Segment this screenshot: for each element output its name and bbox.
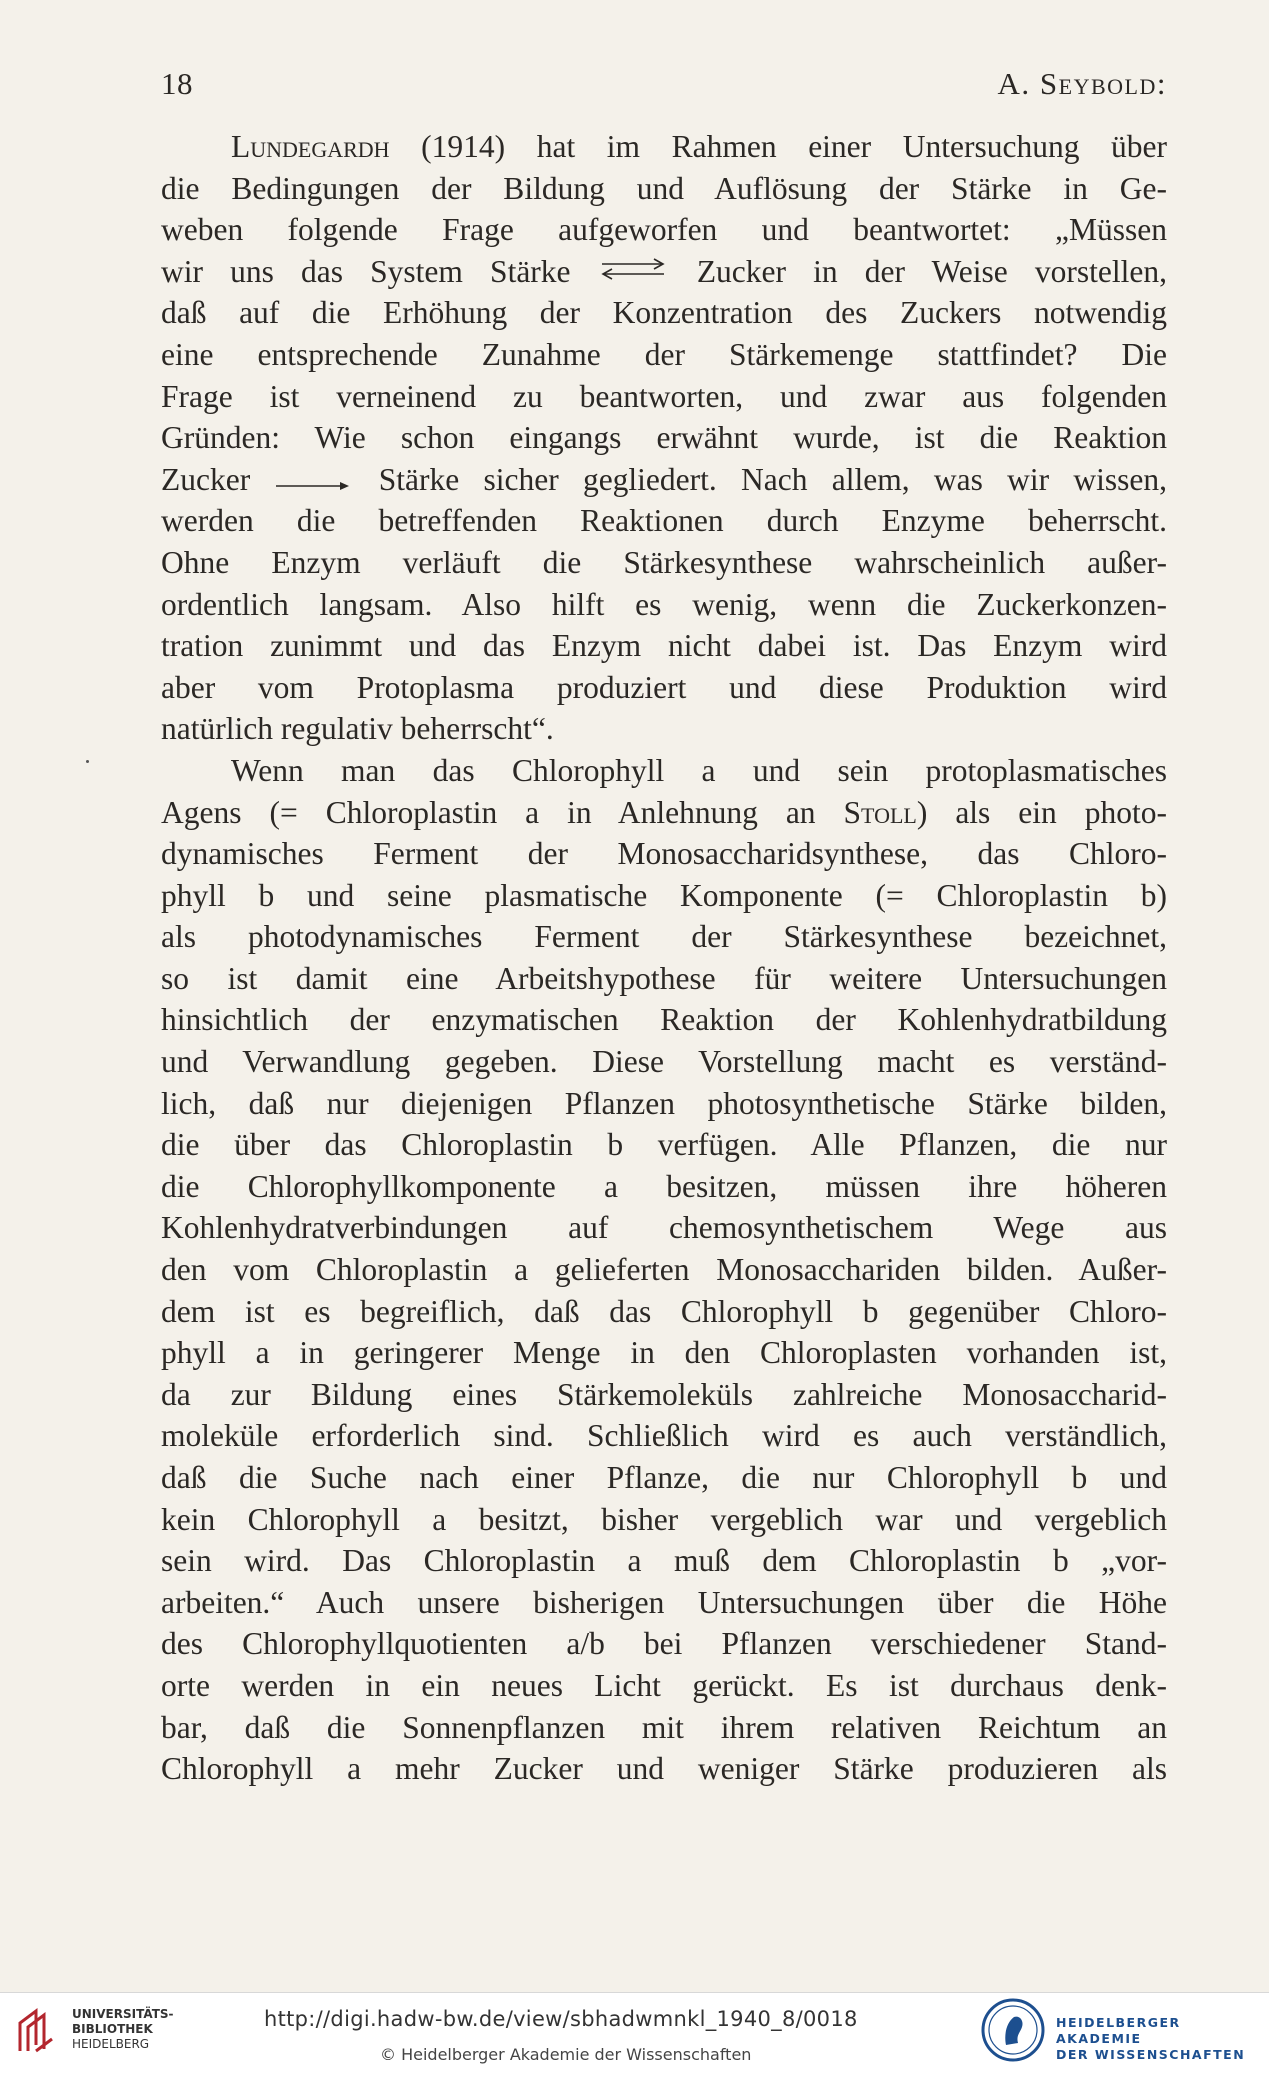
text-line: Ohne Enzym verläuft die Stärkesynthese wahrscheinlich außer- [161, 544, 1167, 580]
scan-speck [86, 760, 89, 763]
text-line: Kohlenhydratverbindungen auf chemosynthetischem Wege aus [161, 1210, 1167, 1246]
digitization-footer [0, 1992, 1269, 2085]
text-line: so ist damit eine Arbeitshypothese für weitere Untersuchungen [161, 960, 1167, 996]
paragraph [161, 750, 1167, 1790]
academy-seal-icon [980, 1997, 1046, 2063]
copyright-notice: © Heidelberger Akademie der Wissenschaften [380, 2045, 752, 2064]
text-line: kein Chlorophyll a besitzt, bisher vergeblich war und vergeblich [161, 1501, 1167, 1537]
text-line: die über das Chloroplastin b verfügen. Alle Pflanzen, die nur [161, 1127, 1167, 1163]
university-library-logo-icon [14, 2005, 66, 2057]
running-head-author: A. Seybold: [997, 66, 1167, 101]
text-line: die Bedingungen der Bildung und Auflösung der Stärke in Ge- [161, 170, 1167, 206]
text-line: tration zunimmt und das Enzym nicht dabei ist. Das Enzym wird [161, 628, 1167, 664]
text-line: lich, daß nur diejenigen Pflanzen photosynthetische Stärke bilden, [161, 1085, 1167, 1121]
permalink-url[interactable]: http://digi.hadw-bw.de/view/sbhadwmnkl_1940_8/0018 [264, 2007, 858, 2031]
text-line: Wenn man das Chlorophyll a und sein protoplasmatisches [231, 752, 1167, 788]
text-line: sein wird. Das Chloroplastin a muß dem Chloroplastin b „vor- [161, 1543, 1167, 1579]
reaction-arrow-icon [274, 462, 354, 504]
text-line: phyll b und seine plasmatische Komponente (= Chloroplastin b) [161, 877, 1167, 913]
text-line: Gründen: Wie schon eingangs erwähnt wurde, ist die Reaktion [161, 420, 1167, 456]
running-header [161, 66, 1167, 102]
text-line: Chlorophyll a mehr Zucker und weniger Stärke produzieren als [161, 1751, 1167, 1787]
text-line: eine entsprechende Zunahme der Stärkemenge stattfindet? Die [161, 336, 1167, 372]
body-text [161, 126, 1167, 1790]
text-line: werden die betreffenden Reaktionen durch Enzyme beherrscht. [161, 503, 1167, 539]
text-line: aber vom Protoplasma produziert und diese Produktion wird [161, 669, 1167, 705]
text-line: dynamisches Ferment der Monosaccharidsynthese, das Chloro- [161, 836, 1167, 872]
text-line: des Chlorophyllquotienten a/b bei Pflanzen verschiedener Stand- [161, 1626, 1167, 1662]
text-line: da zur Bildung eines Stärkemoleküls zahlreiche Monosaccharid- [161, 1376, 1167, 1412]
text-line: moleküle erforderlich sind. Schließlich wird es auch verständlich, [161, 1418, 1167, 1454]
text-line: daß die Suche nach einer Pflanze, die nur Chlorophyll b und [161, 1460, 1167, 1495]
text-line: Agens (= Chloroplastin a in Anlehnung an Stoll) als ein photo- [161, 794, 1167, 830]
text-line: ordentlich langsam. Also hilft es wenig, wenn die Zuckerkonzen- [161, 586, 1167, 622]
text-line: Lundegardh (1914) hat im Rahmen einer Untersuchung über [231, 129, 1167, 164]
text-line: phyll a in geringerer Menge in den Chloroplasten vorhanden ist, [161, 1335, 1167, 1371]
text-line: dem ist es begreiflich, daß das Chlorophyll b gegenüber Chloro- [161, 1293, 1167, 1329]
text-line: wir uns das System Stärke Zucker in der Weise vorstellen, [161, 251, 1167, 293]
text-line: als photodynamisches Ferment der Stärkesynthese bezeichnet, [161, 919, 1167, 955]
paragraph [161, 126, 1167, 750]
page-number: 18 [161, 66, 193, 101]
text-line: Zucker Stärke sicher gegliedert. Nach allem, was wir wissen, [161, 459, 1167, 501]
reversible-reaction-arrow-icon [598, 254, 670, 296]
text-line: daß auf die Erhöhung der Konzentration des Zuckers notwendig [161, 295, 1167, 331]
text-line: natürlich regulativ beherrscht“. [161, 711, 554, 747]
academy-name: HEIDELBERGER AKADEMIE DER WISSENSCHAFTEN [1056, 2015, 1246, 2062]
text-line: und Verwandlung gegeben. Diese Vorstellung macht es verständ- [161, 1044, 1167, 1080]
university-library-name: UNIVERSITÄTS- BIBLIOTHEK HEIDELBERG [72, 2007, 174, 2051]
text-line: orte werden in ein neues Licht gerückt. Es ist durchaus denk- [161, 1667, 1167, 1703]
text-line: weben folgende Frage aufgeworfen und beantwortet: „Müssen [161, 212, 1167, 248]
text-line: hinsichtlich der enzymatischen Reaktion der Kohlenhydratbildung [161, 1002, 1167, 1038]
text-line: arbeiten.“ Auch unsere bisherigen Untersuchungen über die Höhe [161, 1584, 1167, 1620]
text-line: die Chlorophyllkomponente a besitzen, müssen ihre höheren [161, 1168, 1167, 1204]
text-line: den vom Chloroplastin a gelieferten Monosacchariden bilden. Außer- [161, 1252, 1167, 1288]
text-line: Frage ist verneinend zu beantworten, und zwar aus folgenden [161, 378, 1167, 414]
text-line: bar, daß die Sonnenpflanzen mit ihrem relativen Reichtum an [161, 1709, 1167, 1745]
